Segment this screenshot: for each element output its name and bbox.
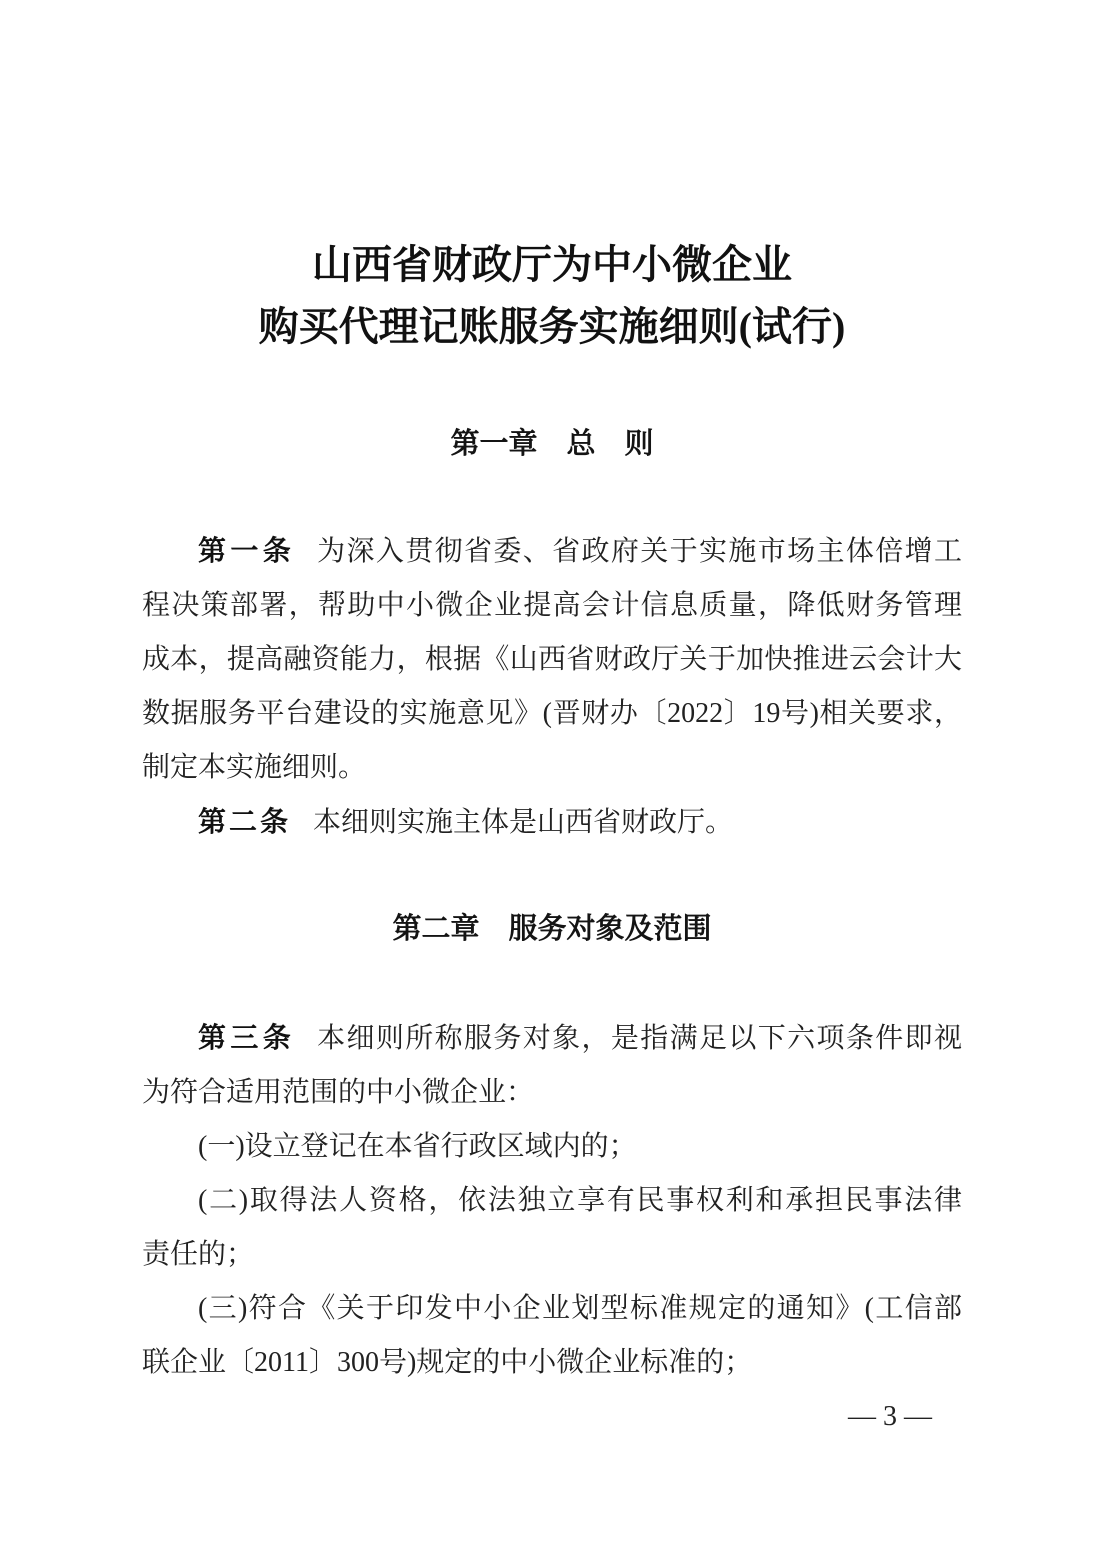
text-line: 联企业〔2011〕300号)规定的中小微企业标准的； [142,1347,753,1378]
text-line: 程决策部署，帮助中小微企业提高会计信息质量，降低财务管理 [142,590,962,621]
text-line: 为符合适用范围的中小微企业： [142,1077,535,1108]
title-line-2: 购买代理记账服务实施细则(试行) [258,304,846,349]
text-line: (二)取得法人资格，依法独立享有民事权利和承担民事法律 [198,1185,962,1216]
page-number: — 3 — [848,1401,932,1432]
title-line-1: 山西省财政厅为中小微企业 [312,242,792,287]
article-2-number: 第二条 [198,806,292,837]
text-line: 成本，提高融资能力，根据《山西省财政厅关于加快推进云会计大 [142,644,962,675]
text-line: 责任的； [142,1239,255,1270]
article-2-text-l1: 本细则实施主体是山西省财政厅。 [313,807,734,838]
text-line: (三)符合《关于印发中小企业划型标准规定的通知》(工信部 [198,1293,962,1324]
article-3-number: 第三条 [198,1022,296,1053]
text-line: (一)设立登记在本省行政区域内的； [198,1131,637,1162]
document-content [142,0,962,1444]
article-1-text-l1: 为深入贯彻省委、省政府关于实施市场主体倍增工 [317,536,962,567]
chapter-1-heading: 第一章 总 则 [450,428,654,460]
article-2 [142,795,962,850]
list-item-3 [142,1282,962,1390]
list-item-1 [142,1120,962,1174]
list-item-2 [142,1174,962,1282]
chapter-2-heading: 第二章 服务对象及范围 [392,913,712,945]
article-3 [142,1011,962,1120]
text-line: 数据服务平台建设的实施意见》(晋财办〔2022〕19号)相关要求， [142,698,962,729]
article-1-number: 第一条 [198,535,296,566]
text-line: 制定本实施细则。 [142,752,367,783]
text-line [142,1011,962,1066]
article-1 [142,524,962,795]
article-3-text-l1: 本细则所称服务对象，是指满足以下六项条件即视 [317,1023,962,1054]
text-line [142,795,962,850]
text-line [142,524,962,579]
document-title [142,234,962,358]
